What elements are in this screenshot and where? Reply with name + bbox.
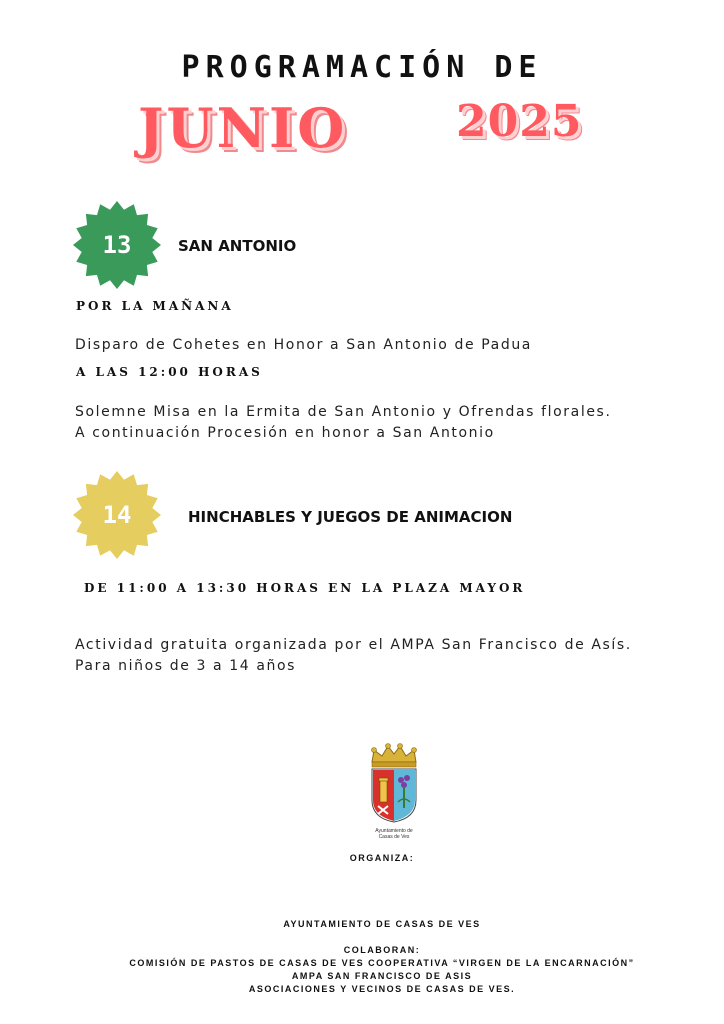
colaboran-label: COLABORAN: <box>343 945 421 955</box>
event-time-morning: POR LA MAÑANA <box>76 299 234 313</box>
collaborator-line: AMPA SAN FRANCISCO DE ASIS <box>291 971 473 981</box>
title-year: 2025 <box>456 96 583 147</box>
event-description-line: A continuación Procesión en honor a San Antonio <box>75 425 495 441</box>
event-title-san-antonio: SAN ANTONIO <box>178 237 297 255</box>
day-badge-14 <box>72 470 162 560</box>
organiza-label: ORGANIZA: <box>349 853 415 863</box>
event-time-range: DE 11:00 A 13:30 HORAS EN LA PLAZA MAYOR <box>84 581 526 595</box>
event-title-hinchables: HINCHABLES Y JUEGOS DE ANIMACION <box>188 508 513 526</box>
day-badge-13 <box>72 200 162 290</box>
title-programacion: PROGRAMACIÓN DE <box>181 50 543 85</box>
crest-caption-line: Ayuntamiento de <box>375 828 413 834</box>
crest-caption-line: Casas de Ves <box>378 834 410 840</box>
organizer-name: AYUNTAMIENTO DE CASAS DE VES <box>283 919 481 929</box>
event-time-noon: A LAS 12:00 HORAS <box>76 365 263 379</box>
event-description-line: Solemne Misa en la Ermita de San Antonio y Ofrendas florales. <box>75 404 612 420</box>
event-description-line: Disparo de Cohetes en Honor a San Antonio de Padua <box>75 337 532 353</box>
event-description-line: Actividad gratuita organizada por el AMPA San Francisco de Asís. <box>75 637 632 653</box>
town-crest <box>364 742 424 838</box>
coat-of-arms-icon <box>364 742 424 824</box>
collaborator-line: COMISIÓN DE PASTOS DE CASAS DE VES COOPERATIVA “VIRGEN DE LA ENCARNACIÓN” <box>129 958 635 968</box>
day-number: 13 <box>102 231 132 259</box>
collaborator-line: ASOCIACIONES Y VECINOS DE CASAS DE VES. <box>248 984 516 994</box>
day-number: 14 <box>102 501 132 529</box>
event-description-line: Para niños de 3 a 14 años <box>75 658 297 674</box>
title-month: JUNIO <box>138 96 348 160</box>
